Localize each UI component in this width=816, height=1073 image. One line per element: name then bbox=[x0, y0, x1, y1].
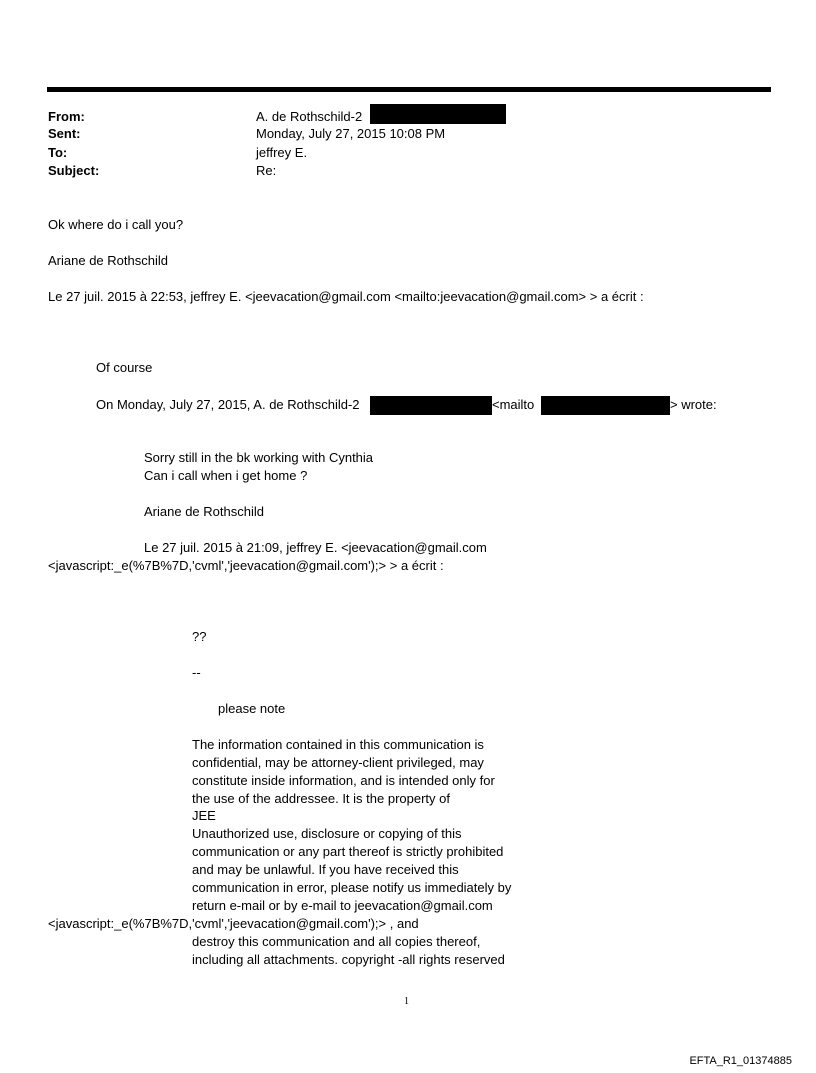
redaction-box bbox=[370, 396, 492, 415]
signature: Ariane de Rothschild bbox=[144, 504, 264, 519]
disclaimer-line: confidential, may be attorney-client privileged, may bbox=[192, 755, 484, 770]
sent-value: Monday, July 27, 2015 10:08 PM bbox=[256, 126, 446, 141]
subject-label: Subject: bbox=[48, 163, 100, 178]
disclaimer-line: the use of the addressee. It is the property of bbox=[192, 791, 450, 806]
body-line: Sorry still in the bk working with Cynthia bbox=[144, 450, 374, 465]
disclaimer-line: destroy this communication and all copies thereof, bbox=[192, 934, 481, 949]
body-line: Can i call when i get home ? bbox=[144, 468, 308, 483]
disclaimer-line: communication in error, please notify us immediately by bbox=[192, 880, 512, 895]
disclaimer-line: communication or any part thereof is strictly prohibited bbox=[192, 844, 504, 859]
disclaimer-line: constitute inside information, and is intended only for bbox=[192, 773, 495, 788]
disclaimer-line: including all attachments. copyright -all rights reserved bbox=[192, 952, 505, 967]
header-divider bbox=[47, 87, 771, 92]
to-value: jeffrey E. bbox=[256, 145, 308, 160]
page-number: 1 bbox=[404, 996, 409, 1007]
body-line: please note bbox=[218, 701, 286, 716]
to-label: To: bbox=[48, 145, 68, 160]
disclaimer-line: The information contained in this communication is bbox=[192, 737, 484, 752]
redaction-box bbox=[370, 104, 506, 124]
body-line: ?? bbox=[192, 629, 207, 644]
quote-header: <javascript:_e(%7B%7D,'cvml','jeevacation@gmail.com');> > a écrit : bbox=[48, 558, 444, 573]
quote-header: On Monday, July 27, 2015, A. de Rothschild-2 bbox=[96, 397, 360, 412]
from-label: From: bbox=[48, 109, 85, 124]
body-line: Ok where do i call you? bbox=[48, 217, 184, 232]
body-line: -- bbox=[192, 665, 201, 680]
quote-header-mailto: <mailto bbox=[492, 397, 535, 412]
disclaimer-line: Unauthorized use, disclosure or copying of this bbox=[192, 826, 462, 841]
disclaimer-line: and may be unlawful. If you have received this bbox=[192, 862, 459, 877]
quote-header-end: > wrote: bbox=[670, 397, 717, 412]
disclaimer-line: JEE bbox=[192, 808, 216, 823]
disclaimer-line: <javascript:_e(%7B%7D,'cvml','jeevacation@gmail.com');> , and bbox=[48, 916, 419, 931]
document-id: EFTA_R1_01374885 bbox=[689, 1055, 792, 1067]
quote-header: Le 27 juil. 2015 à 22:53, jeffrey E. <jeevacation@gmail.com <mailto:jeevacation@gmail.com> > a écrit : bbox=[48, 289, 644, 304]
subject-value: Re: bbox=[256, 163, 277, 178]
from-value: A. de Rothschild-2 bbox=[256, 109, 363, 124]
quote-header: Le 27 juil. 2015 à 21:09, jeffrey E. <jeevacation@gmail.com bbox=[144, 540, 487, 555]
disclaimer-line: return e-mail or by e-mail to jeevacation@gmail.com bbox=[192, 898, 493, 913]
redaction-box bbox=[541, 396, 670, 415]
body-line: Of course bbox=[96, 360, 153, 375]
sent-label: Sent: bbox=[48, 126, 81, 141]
signature: Ariane de Rothschild bbox=[48, 253, 168, 268]
